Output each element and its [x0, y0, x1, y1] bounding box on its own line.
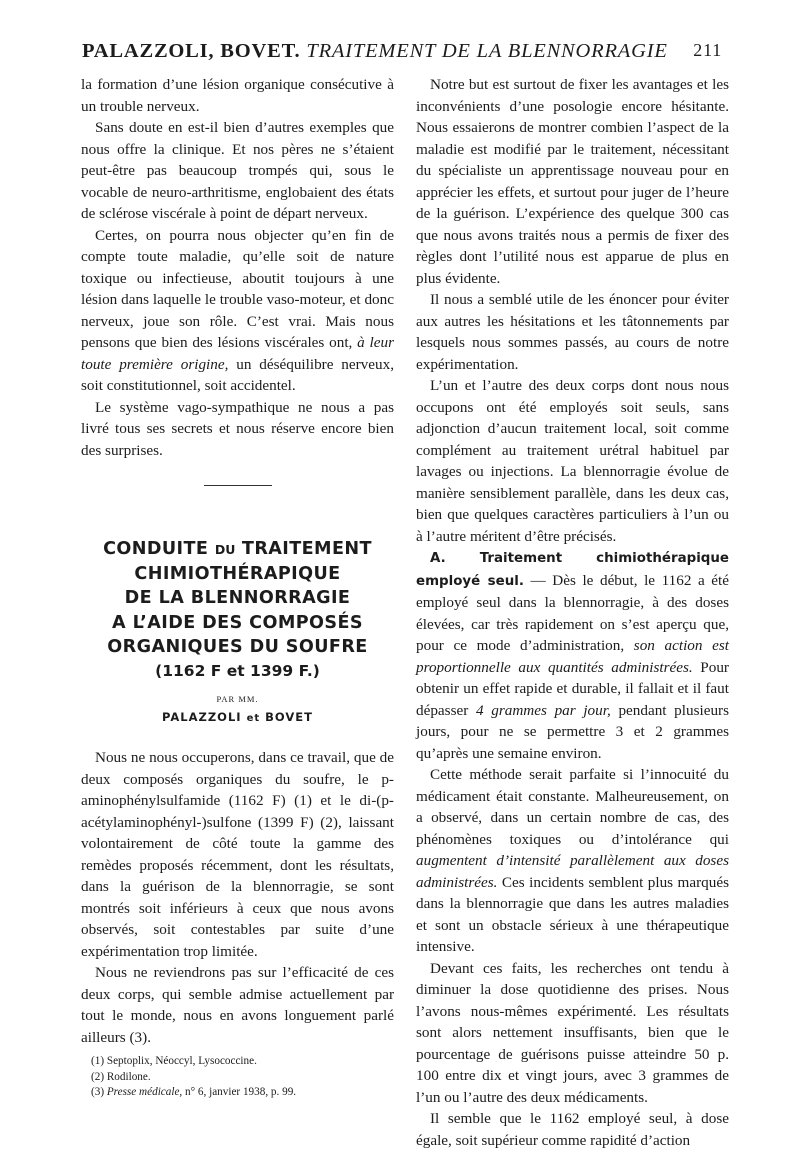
- author-name: BOVET: [265, 710, 313, 725]
- title-word: TRAITEMENT: [241, 539, 372, 559]
- article-title: [81, 537, 394, 659]
- paragraph: Devant ces faits, les recherches ont tendu à diminuer la dose quotidienne des prises. Nous l’avons nous-mêmes expérimenté. Les résultats sont alors nettement insuffisants, bien que le pourcentage de guérisons puisse atteindre 50 p. 100 entre dix et vingt jours, avec 3 grammes de l’un ou l’autre des deux médicaments.: [416, 959, 729, 1106]
- footnote: [81, 1085, 394, 1101]
- title-line: DE LA BLENNORRAGIE: [124, 588, 351, 609]
- emphasis: augmentent d’intensité parallèlement aux doses administrées.: [416, 852, 729, 891]
- left-column: [81, 74, 394, 1101]
- footnotes: [81, 1054, 394, 1101]
- author-conjunction: et: [246, 713, 261, 725]
- paragraph: Nous ne reviendrons pas sur l’efficacité de ces deux corps, qui semble admise actuellement par tout le monde, nous en avons longuement parlé ailleurs (3).: [81, 964, 394, 1046]
- title-line: [81, 537, 394, 562]
- paragraph: Sans doute en est-il bien d’autres exemples que nous offre la clinique. Et nos pères ne s’étaient peut-être pas beaucoup trompés qui, sous le vocable de neuro-arthritisme, englobaient des états de sclérose viscérale à point de départ nerveux.: [81, 119, 394, 222]
- text-run: Cette méthode serait parfaite si l’innocuité du médicament était constante. Malheureusement, on a observé, dans un certain nombre de cas, des phénomènes toxiques ou d’intolérance qui: [416, 766, 729, 848]
- title-word: CONDUITE: [103, 539, 209, 559]
- right-column: [416, 74, 729, 1151]
- emphasis: à leur toute première origine,: [81, 334, 395, 373]
- text-run: Pour obtenir un effet rapide et durable, il fallait et il faut dépasser: [416, 658, 729, 719]
- text-run: un déséquilibre nerveux, soit constitutionnel, soit accidentel.: [81, 355, 394, 394]
- title-line: A L’AIDE DES COMPOSÉS: [112, 612, 363, 633]
- emphasis: Presse médicale,: [106, 1086, 183, 1099]
- title-word-small: DU: [214, 542, 236, 557]
- paragraph: Nous ne nous occuperons, dans ce travail, que de deux composés organiques du soufre, le p-aminophénylsulfamide (1162 F) (1) et le di-(p-acétylaminophényl-)sulfone (1399 F) (2), laissant volontairement de côté toute la gamme des remèdes proposés récemment, dont les résultats, dans la guérison de la blennorragie, se sont montrés soit inférieurs à ceux que nous avons observés, soit contestables par suite d’une expérimentation trop limitée.: [81, 749, 394, 960]
- text-run: Certes, on pourra nous objecter qu’en fin de compte toute maladie, qu’elle soit de nature toxique ou infectieuse, aboutit toujours à une lésion dans laquelle le trouble vaso-moteur, et donc nerveux, joue son rôle. C’est vrai. Mais nous pensons que bien des lésions viscérales ont,: [81, 226, 394, 351]
- section-heading: A. Traitement chimiothérapique employé seul.: [416, 551, 729, 589]
- article-authors: [81, 710, 394, 724]
- text-run: Ces incidents semblent plus marqués dans la blennorragie que dans les autres maladies et sont un obstacle sérieux à une thérapeutique intensive.: [416, 873, 730, 955]
- emphasis: son action est proportionnelle aux quantités administrées.: [416, 637, 729, 676]
- footnote: (2) Rodilone.: [91, 1070, 151, 1083]
- byline-par: PAR MM.: [216, 694, 259, 705]
- paragraph: Il nous a semblé utile de les énoncer pour éviter aux autres les hésitations et les tâtonnements par lesquels nous sommes passés, au cours de notre expérimentation.: [416, 291, 729, 373]
- text-run: n° 6, janvier 1938, p. 99.: [185, 1086, 297, 1099]
- footnote: (1) Septoplix, Néoccyl, Lysococcine.: [91, 1055, 257, 1068]
- header-authors: PALAZZOLI, BOVET.: [82, 40, 301, 62]
- page-number: 211: [693, 40, 722, 60]
- paragraph: [416, 764, 729, 958]
- paragraph: [416, 547, 729, 764]
- emphasis: 4 grammes par jour,: [475, 701, 611, 719]
- paragraph: L’un et l’autre des deux corps dont nous nous occupons ont été employés soit seuls, sans adjonction d’aucun traitement local, soit comme complément au traitement urétral habituel par lavages ou injections. La blennorragie évolue de manière sensiblement parallèle, dans les deux cas, bien que quelques caractères particuliers à l’un ou à l’autre méritent d’être précisés.: [416, 377, 729, 545]
- header-running-title: TRAITEMENT DE LA BLENNORRAGIE: [306, 40, 668, 62]
- author-name: PALAZZOLI: [162, 710, 242, 725]
- section-divider: [204, 485, 272, 486]
- running-header: [82, 40, 722, 70]
- paragraph: la formation d’une lésion organique consécutive à un trouble nerveux.: [81, 76, 394, 115]
- paragraph: [81, 225, 394, 397]
- text-run: (3): [91, 1086, 105, 1099]
- text-run: pendant plusieurs jours, pour ne se permettre 3 et 2 grammes qu’après une semaine environ.: [416, 701, 730, 762]
- paragraph: Le système vago-sympathique ne nous a pas livré tous ses secrets et nous réserve encore bien des surprises.: [81, 398, 394, 459]
- paragraph: Notre but est surtout de fixer les avantages et les inconvénients d’une posologie encore hésitante. Nous essaierons de montrer combien l’aspect de la maladie est modifié par le traitement, nécessitant du spécialiste un apprentissage nouveau pour en apprécier les effets, et surtout pour juger de l’heure de la guérison. L’expérience des quelque 300 cas que nous avons traités nous a permis de fixer des règles dont l’utilité nous est apparue de plus en plus évidente.: [416, 76, 729, 287]
- paragraph: Il semble que le 1162 employé seul, à dose égale, soit supérieur comme rapidité d’action: [416, 1110, 729, 1149]
- title-line: CHIMIOTHÉRAPIQUE: [134, 564, 341, 585]
- article-subtitle: (1162 F et 1399 F.): [155, 662, 320, 681]
- text-run: — Dès le début, le 1162 a été employé seul dans la blennorragie, à des doses élevées, car très rapidement on s’est aperçu que, pour ce mode d’administration,: [416, 571, 729, 654]
- title-line: ORGANIQUES DU SOUFRE: [107, 636, 368, 657]
